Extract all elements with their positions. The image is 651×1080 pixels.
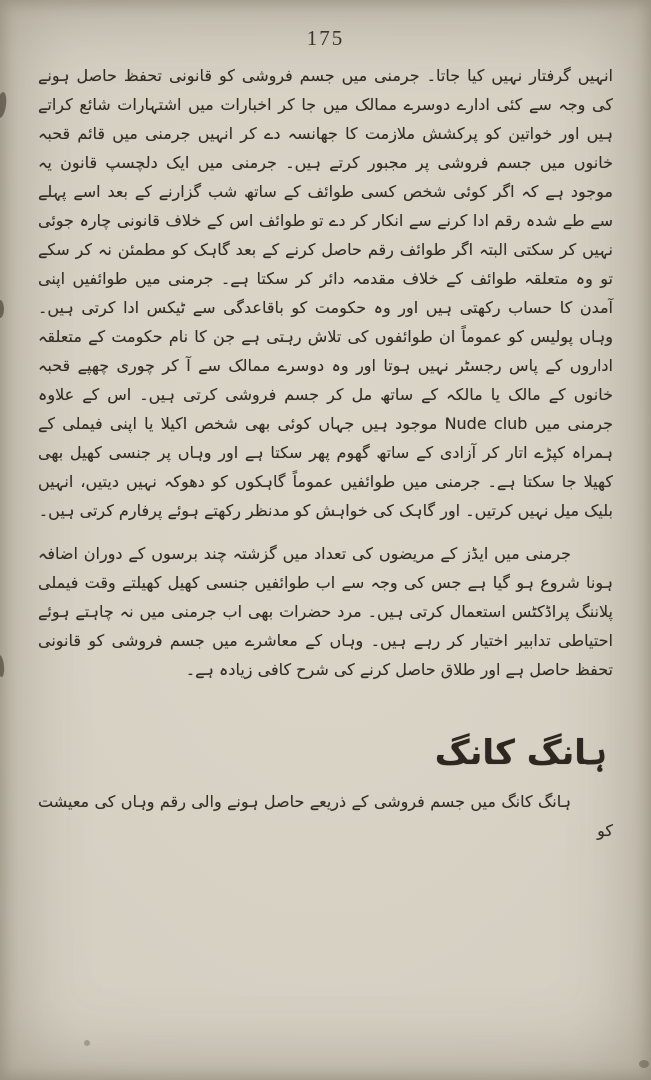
paragraph: انہیں گرفتار نہیں کیا جاتا۔ جرمنی میں جسم فروشی کو قانونی تحفظ حاصل ہونے کی وجہ سے کئی ادارے دوسرے ممالک میں جا کر اخبارات میں اشتہارات شائع کراتے ہیں اور خواتین کو پرکشش ملازمت کا جھانسہ دے کر انہیں جرمنی میں قائم قحبہ خانوں میں جسم فروشی پر مجبور کرتے ہیں۔ جرمنی میں ایک دلچسپ قانون یہ موجود ہے کہ اگر کوئی شخص کسی طوائف کے ساتھ شب گزارنے کے بعد اسے پہلے سے طے شدہ رقم ادا کرنے سے انکار کر دے تو طوائف اس کے خلاف قانونی چارہ جوئی نہیں کر سکتی البتہ اگر طوائف رقم حاصل کرنے کے بعد گاہک کو مطمئن نہ کر سکے تو وہ متعلقہ طوائف کے خلاف مقدمہ دائر کر سکتا ہے۔ جرمنی میں طوائفیں اپنی آمدن کا حساب رکھتی ہیں اور وہ حکومت کو باقاعدگی سے ٹیکس ادا کرتی ہیں۔ وہاں پولیس کو عموماً ان طوائفوں کی تلاش رہتی ہے جن کا نام حکومت کے متعلقہ اداروں کے پاس رجسٹر نہیں ہوتا اور وہ دوسرے ممالک سے آ کر چوری چھپے قحبہ خانوں کے مالک یا مالکہ کے ساتھ مل کر جسم فروشی کرتی ہیں۔ اس کے علاوہ جرمنی میں Nude club موجود ہیں جہاں کوئی بھی شخص اکیلا یا اپنی فیملی کے ہمراہ کپڑے اتار کر آزادی کے ساتھ گھوم پھر سکتا ہے اور وہاں پر جنسی کھیل بھی کھیلا جا سکتا ہے۔ جرمنی میں طوائفیں عموماً گاہکوں کو دھوکہ نہیں دیتیں، انہیں بلیک میل نہیں کرتیں۔ اور گاہک کی خواہش کو مدنظر رکھتے ہوئے پرفارم کرتی ہیں۔ xyxy=(38,66,614,520)
page-content xyxy=(0,51,651,845)
paragraph: جرمنی میں ایڈز کے مریضوں کی تعداد میں گزشتہ چند برسوں کے دوران اضافہ ہونا شروع ہو گیا ہے جس کی وجہ سے اب طوائفیں جنسی کھیل کھیلتے وقت فیملی پلاننگ پراڈکٹس استعمال کرتی ہیں۔ مرد حضرات بھی اب جرمنی میں نہ چاہتے ہوئے احتیاطی تدابیر اختیار کر رہے ہیں۔ وہاں کے معاشرے میں جسم فروشی کو قانونی تحفظ حاصل ہے اور طلاق حاصل کرنے کی شرح کافی زیادہ ہے۔ xyxy=(38,544,613,679)
scan-artifact xyxy=(639,1060,649,1068)
paragraph: ہانگ کانگ میں جسم فروشی کے ذریعے حاصل ہونے والی رقم وہاں کی معیشت کو xyxy=(38,792,613,840)
section-heading: ہانگ کانگ xyxy=(434,733,607,773)
page-number: 175 xyxy=(306,26,345,50)
scan-artifact xyxy=(84,1040,90,1046)
